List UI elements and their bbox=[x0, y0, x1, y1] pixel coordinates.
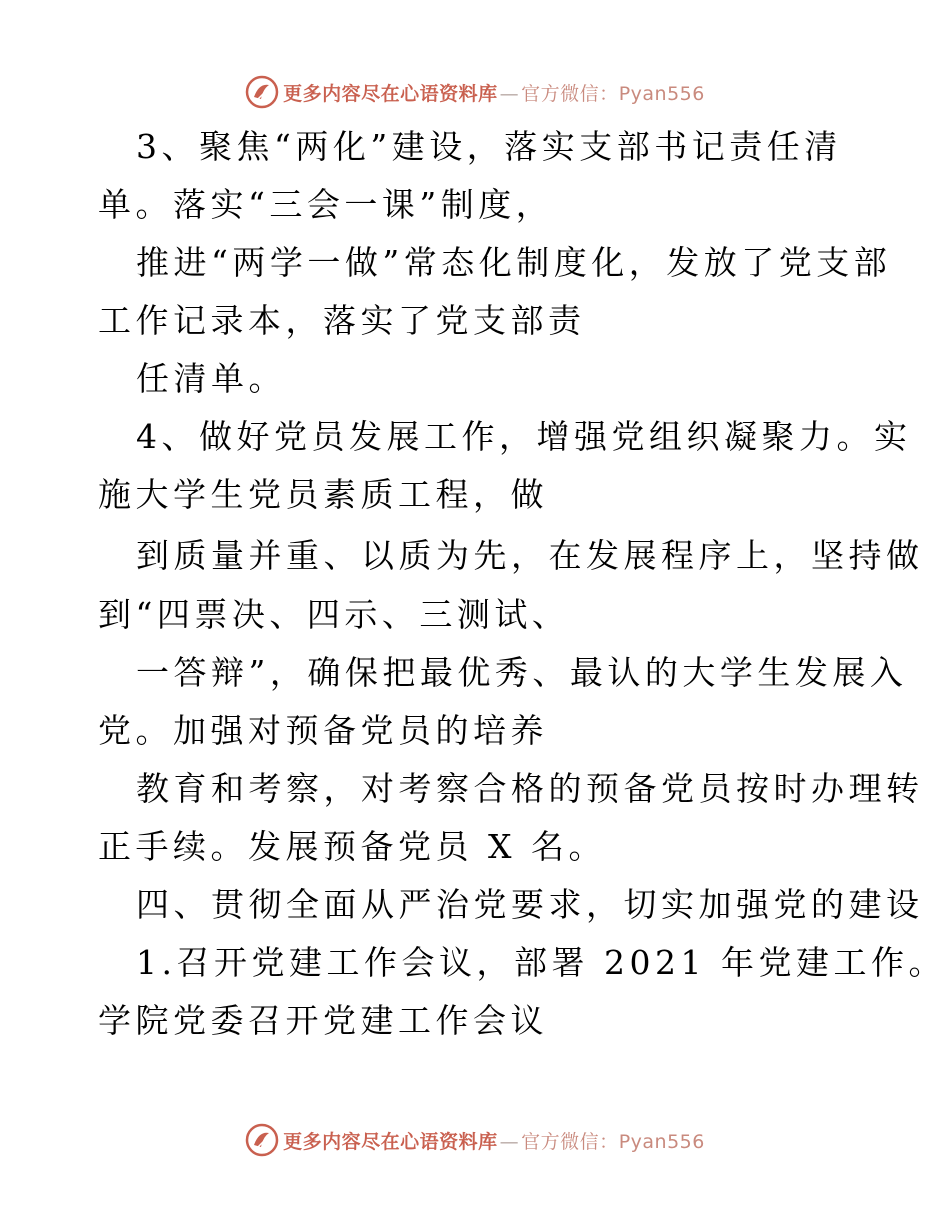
body-line: 任清单。 bbox=[136, 359, 286, 398]
watermark-separator: — bbox=[499, 82, 520, 105]
body-line: 推进“两学一做”常态化制度化，发放了党支部 bbox=[136, 243, 892, 282]
body-line: 教育和考察，对考察合格的预备党员按时办理转 bbox=[136, 769, 924, 808]
body-line: 工作记录本，落实了党支部责 bbox=[98, 301, 586, 340]
watermark-id: Pyan556 bbox=[618, 1130, 705, 1153]
body-line: 一答辩”，确保把最优秀、最认的大学生发展入 bbox=[136, 653, 908, 692]
watermark-header bbox=[0, 72, 950, 112]
body-line: 单。落实“三会一课”制度， bbox=[98, 185, 554, 224]
body-line: 到“四票决、四示、三测试、 bbox=[98, 595, 570, 634]
body-line: 4、做好党员发展工作，增强党组织凝聚力。实 bbox=[136, 417, 912, 456]
watermark-brand: 更多内容尽在心语资料库 bbox=[283, 1130, 498, 1153]
watermark-logo-icon bbox=[245, 75, 279, 109]
watermark-text bbox=[283, 79, 705, 106]
watermark-text bbox=[283, 1127, 705, 1154]
body-line: 3、聚焦“两化”建设，落实支部书记责任清 bbox=[136, 127, 842, 166]
watermark-separator: — bbox=[499, 1130, 520, 1153]
body-line: 党。加强对预备党员的培养 bbox=[98, 711, 548, 750]
body-line: 正手续。发展预备党员 X 名。 bbox=[98, 827, 606, 866]
body-line: 施大学生党员素质工程，做 bbox=[98, 475, 548, 514]
body-line: 到质量并重、以质为先，在发展程序上，坚持做 bbox=[136, 536, 924, 575]
body-line: 学院党委召开党建工作会议 bbox=[98, 1001, 548, 1040]
watermark-logo-icon bbox=[245, 1123, 279, 1157]
watermark-footer bbox=[0, 1120, 950, 1160]
watermark-channel: 官方微信： bbox=[521, 1130, 619, 1153]
body-line: 1.召开党建工作会议，部署 2021 年党建工作。 bbox=[136, 943, 946, 982]
watermark-id: Pyan556 bbox=[618, 82, 705, 105]
watermark-brand: 更多内容尽在心语资料库 bbox=[283, 82, 498, 105]
body-line: 四、贯彻全面从严治党要求，切实加强党的建设 bbox=[136, 885, 924, 924]
watermark-channel: 官方微信： bbox=[521, 82, 619, 105]
